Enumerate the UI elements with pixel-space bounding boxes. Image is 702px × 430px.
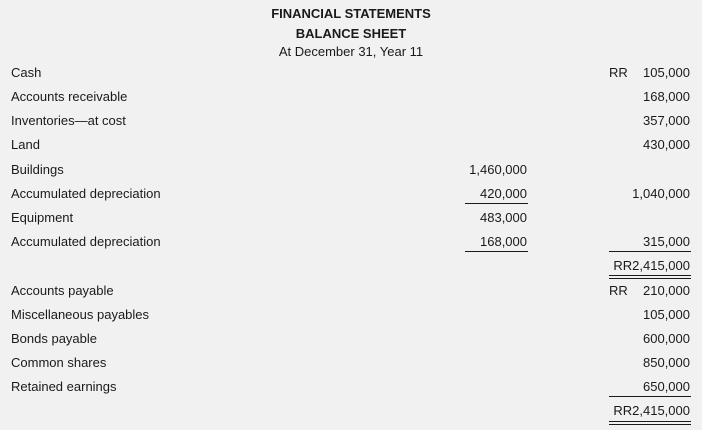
row-label: Common shares <box>11 355 107 370</box>
amount-right: 1,040,000 <box>632 186 690 201</box>
liabilities-total: RR2,415,000 <box>613 403 690 418</box>
amount-right: 315,000 <box>643 234 690 249</box>
total-row <box>0 402 702 420</box>
table-row <box>0 185 702 203</box>
underline-divider <box>465 203 528 204</box>
table-row <box>0 282 702 300</box>
table-row <box>0 112 702 130</box>
table-row <box>0 306 702 324</box>
statement-subtitle: BALANCE SHEET <box>295 26 407 41</box>
row-label: Miscellaneous payables <box>11 307 150 322</box>
amount-mid: 1,460,000 <box>469 162 527 177</box>
table-row <box>0 64 702 82</box>
double-underline <box>609 275 691 279</box>
table-row <box>0 354 702 372</box>
row-label: Equipment <box>11 210 74 225</box>
underline-divider <box>609 396 691 397</box>
row-label: Bonds payable <box>11 331 98 346</box>
amount-right: 430,000 <box>643 137 690 152</box>
underline-divider <box>465 251 528 252</box>
statement-title: FINANCIAL STATEMENTS <box>271 6 431 21</box>
row-label: Inventories—at cost <box>11 113 126 128</box>
row-label: Accumulated depreciation <box>11 186 161 201</box>
amount-right <box>609 64 690 82</box>
amount-right: 105,000 <box>643 307 690 322</box>
currency-prefix: RR <box>609 65 628 80</box>
assets-total: RR2,415,000 <box>613 258 690 273</box>
row-label: Accumulated depreciation <box>11 234 161 249</box>
amount-right: 850,000 <box>643 355 690 370</box>
row-label: Cash <box>11 65 42 80</box>
double-underline <box>609 421 691 425</box>
row-label: Accounts payable <box>11 283 114 298</box>
table-row <box>0 136 702 154</box>
currency-prefix: RR <box>609 283 628 298</box>
row-label: Accounts receivable <box>11 89 128 104</box>
amount-right: 357,000 <box>643 113 690 128</box>
amount-value: 105,000 <box>643 65 690 80</box>
amount-right: 650,000 <box>643 379 690 394</box>
row-label: Retained earnings <box>11 379 117 394</box>
table-row <box>0 209 702 227</box>
statement-date: At December 31, Year 11 <box>278 44 424 59</box>
amount-right: 168,000 <box>643 89 690 104</box>
table-row <box>0 378 702 396</box>
row-label: Land <box>11 137 40 152</box>
table-row <box>0 88 702 106</box>
table-row <box>0 233 702 251</box>
table-row <box>0 330 702 348</box>
table-row <box>0 161 702 179</box>
amount-right: 600,000 <box>643 331 690 346</box>
amount-mid: 483,000 <box>480 210 527 225</box>
amount-mid: 168,000 <box>480 234 527 249</box>
amount-right <box>609 282 690 300</box>
amount-value: 210,000 <box>643 283 690 298</box>
total-row <box>0 257 702 275</box>
amount-mid: 420,000 <box>480 186 527 201</box>
underline-divider <box>609 251 691 252</box>
row-label: Buildings <box>11 162 64 177</box>
